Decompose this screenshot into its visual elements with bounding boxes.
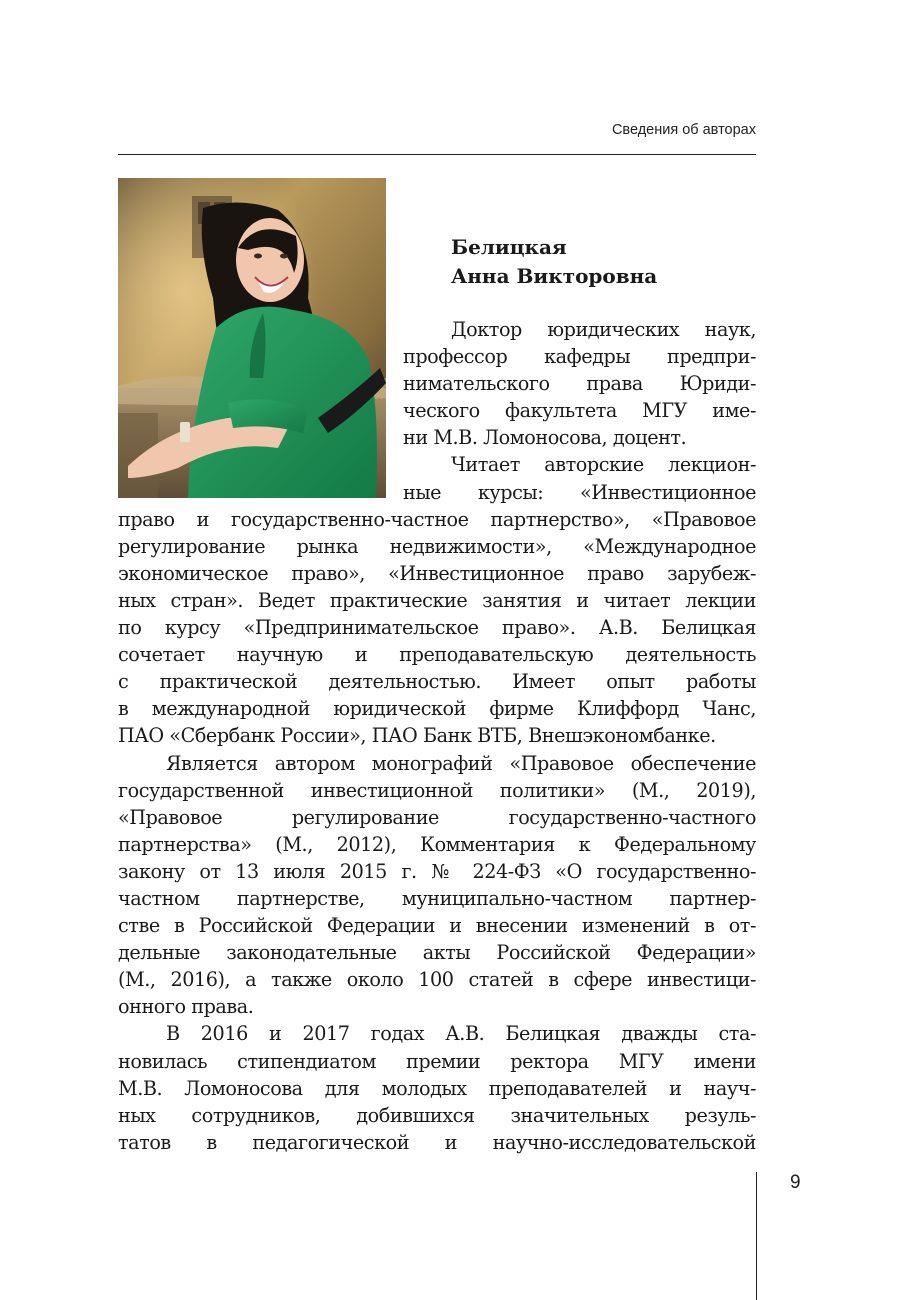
- text-line: экономическое право», «Инвестиционное право зарубеж-: [118, 561, 756, 585]
- text-line: ных стран». Ведет практические занятия и читает лекции: [118, 588, 756, 612]
- text-line: регулирование рынка недвижимости», «Международное: [118, 534, 756, 558]
- text-line: партнерства» (М., 2012), Комментария к Федеральному: [118, 832, 756, 856]
- text-line: ных сотрудников, добившихся значительных резуль-: [118, 1103, 756, 1127]
- header-rule: [118, 154, 756, 155]
- text-line: профессор кафедры предпри-: [403, 345, 756, 369]
- page-number-rule: [756, 1172, 757, 1300]
- text-line: ни М.В. Ломоносова, доцент.: [403, 426, 687, 450]
- text-line: стве в Российской Федерации и внесении изменений в от-: [118, 914, 756, 938]
- text-line: ческого факультета МГУ име-: [403, 399, 756, 423]
- author-name: [451, 233, 657, 291]
- text-line: Является автором монографий «Правовое обеспечение: [166, 751, 756, 775]
- text-line: онного права.: [118, 995, 254, 1019]
- text-line: государственной инвестиционной политики» (М., 2019),: [118, 778, 756, 802]
- text-line: частном партнерстве, муниципально-частном партнер-: [118, 886, 756, 910]
- text-line: Доктор юридических наук,: [451, 318, 756, 341]
- text-line: В 2016 и 2017 годах А.В. Белицкая дважды ста-: [166, 1022, 756, 1046]
- text-line: М.В. Ломоносова для молодых преподавателей и науч-: [118, 1076, 756, 1100]
- text-line: в международной юридической фирме Клиффорд Чанс,: [118, 697, 756, 721]
- text-line: «Правовое регулирование государственно-частного: [118, 805, 756, 829]
- text-line: дельные законодательные акты Российской Федерации»: [118, 941, 756, 965]
- running-head: Сведения об авторах: [611, 122, 756, 138]
- text-line: новилась стипендиатом премии ректора МГУ имени: [118, 1049, 756, 1073]
- text-line: татов в педагогической и научно-исследовательской: [118, 1130, 756, 1154]
- text-line: с практической деятельностью. Имеет опыт работы: [118, 670, 756, 694]
- text-line: сочетает научную и преподавательскую деятельность: [118, 643, 756, 667]
- text-line: ные курсы: «Инвестиционное: [403, 480, 756, 504]
- author-surname: Белицкая: [451, 235, 567, 259]
- text-line: нимательского права Юриди-: [403, 372, 756, 396]
- author-given-names: Анна Викторовна: [451, 264, 658, 288]
- text-line: (М., 2016), а также около 100 статей в сфере инвестици-: [118, 968, 756, 992]
- text-line: закону от 13 июля 2015 г. № 224-ФЗ «О государственно-: [118, 859, 756, 883]
- biography-text: [118, 316, 756, 1156]
- text-line: ПАО «Сбербанк России», ПАО Банк ВТБ, Внешэкономбанке.: [118, 724, 716, 748]
- text-line: Читает авторские лекцион-: [451, 453, 756, 477]
- text-line: право и государственно-частное партнерство», «Правовое: [118, 507, 756, 531]
- page-number: 9: [790, 1172, 801, 1193]
- text-line: по курсу «Предпринимательское право». А.В. Белицкая: [118, 616, 756, 640]
